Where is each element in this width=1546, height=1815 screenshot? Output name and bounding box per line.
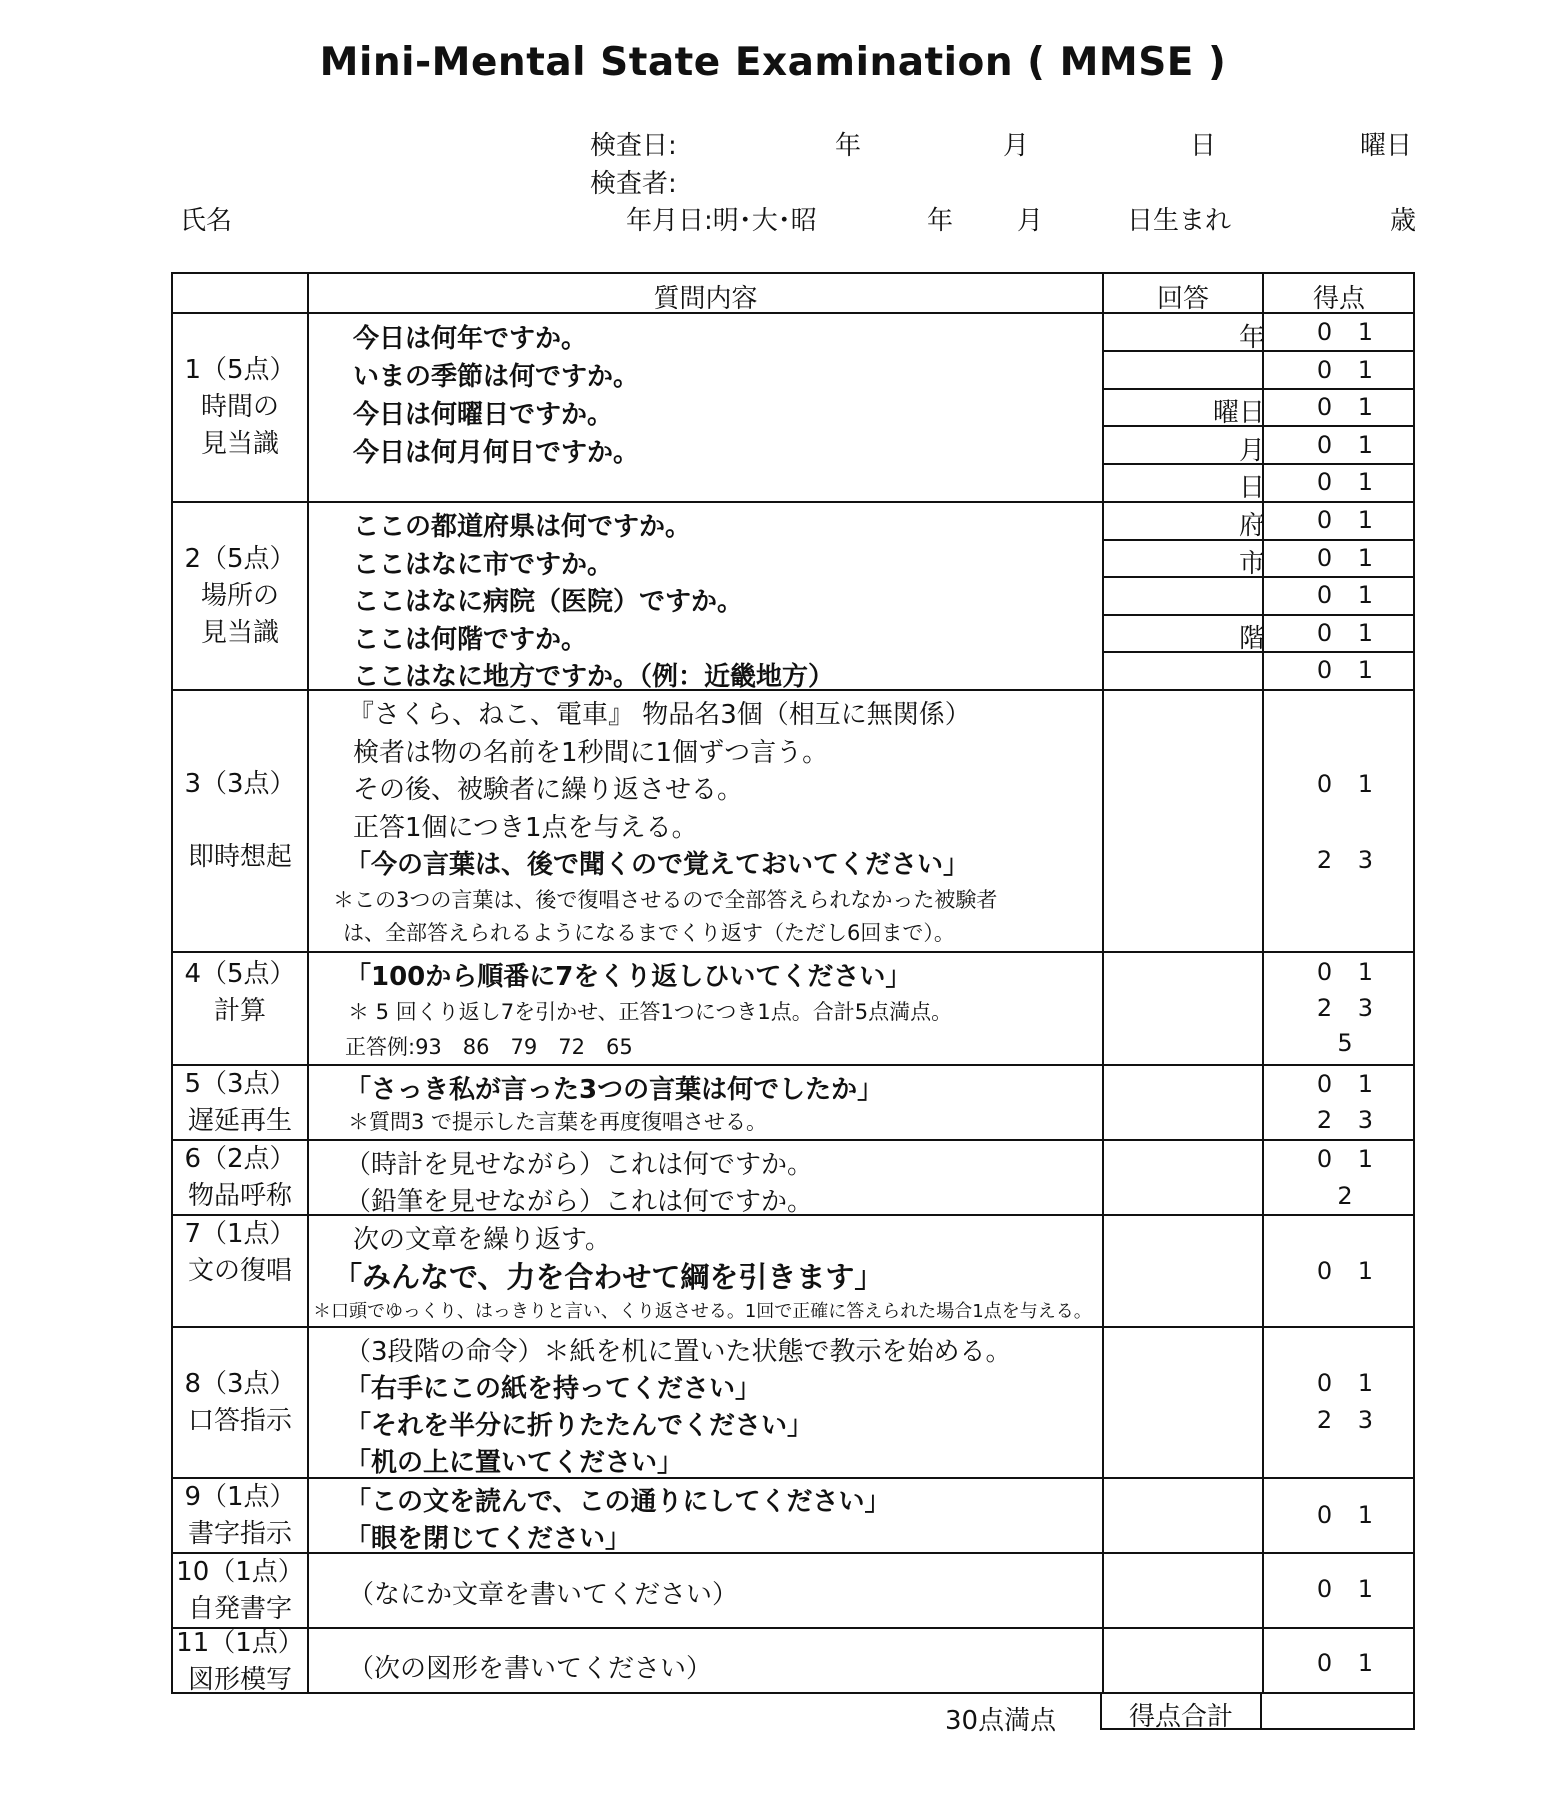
row-divider — [1102, 388, 1413, 390]
name-label: 氏名 — [180, 206, 233, 236]
score-option[interactable]: 0 1 — [1316, 431, 1374, 459]
score-option[interactable]: 0 1 — [1316, 318, 1374, 346]
col-divider — [1102, 274, 1104, 1692]
score-option[interactable]: 0 1 — [1316, 1369, 1374, 1397]
score-option[interactable]: 0 1 — [1316, 1575, 1374, 1603]
total-score-label: 得点合計 — [1128, 1702, 1233, 1732]
question-text: ここはなに地方ですか。（例：近畿地方） — [353, 662, 835, 692]
total-score-field[interactable] — [1262, 1692, 1413, 1728]
question-text: （次の図形を書いてください） — [348, 1654, 713, 1684]
birth-month: 月 — [1017, 206, 1044, 236]
question-text: 検者は物の名前を1秒間に1個ずつ言う。 — [353, 738, 829, 768]
exam-date-year: 年 — [835, 131, 862, 161]
exam-date-label: 検査日: — [590, 131, 677, 161]
section-divider — [173, 1064, 1413, 1066]
question-text: 「この文を読んで、この通りにしてください」 — [345, 1487, 891, 1517]
score-option[interactable]: 0 1 — [1316, 770, 1374, 798]
question-text: 『さくら、ねこ、電車』 物品名3個（相互に無関係） — [348, 700, 971, 730]
question-text: （なにか文章を書いてください） — [348, 1580, 739, 1610]
col-divider — [307, 274, 309, 1692]
exam-date-weekday: 曜日 — [1360, 131, 1413, 161]
section-label: 8（3点） 口答指示 — [184, 1368, 296, 1436]
section-label: 2（5点） 場所の 見当識 — [184, 543, 296, 648]
header-divider — [173, 312, 1413, 314]
note-text: 正答例:93 86 79 72 65 — [345, 1035, 633, 1059]
mmse-table — [171, 272, 1415, 1694]
answer-unit: 市 — [1238, 549, 1265, 579]
score-option[interactable]: 0 1 — [1316, 1501, 1374, 1529]
score-option[interactable]: 2 3 — [1316, 846, 1374, 874]
question-text: （鉛筆を見せながら）これは何ですか。 — [345, 1187, 814, 1217]
section-divider — [173, 1627, 1413, 1629]
note-text: ＊質問3 で提示した言葉を再度復唱させる。 — [348, 1110, 768, 1134]
question-text: ここは何階ですか。 — [353, 625, 588, 655]
answer-unit: 日 — [1238, 473, 1265, 503]
answer-unit: 月 — [1238, 436, 1265, 466]
score-option[interactable]: 0 1 — [1316, 1649, 1374, 1677]
question-text: （時計を見せながら）これは何ですか。 — [345, 1150, 814, 1180]
score-option[interactable]: 0 1 — [1316, 1257, 1374, 1285]
answer-column-header: 回答 — [1156, 284, 1209, 314]
birth-day: 日生まれ — [1127, 206, 1232, 236]
score-option[interactable]: 2 3 — [1316, 1406, 1374, 1434]
age-label: 歳 — [1390, 206, 1417, 236]
answer-unit: 年 — [1238, 323, 1265, 353]
answer-unit: 府 — [1238, 511, 1265, 541]
question-text: ここの都道府県は何ですか。 — [353, 512, 692, 542]
question-text: 「右手にこの紙を持ってください」 — [345, 1374, 762, 1404]
question-text: 正答1個につき1点を与える。 — [353, 813, 698, 843]
section-label: 6（2点） 物品呼称 — [184, 1143, 296, 1211]
note-text: ＊口頭でゆっくり、はっきりと言い、くり返させる。1回で正確に答えられた場合1点を与える。 — [313, 1301, 1092, 1322]
section-divider — [173, 1139, 1413, 1141]
section-label: 9（1点） 書字指示 — [184, 1481, 296, 1549]
section-label: 3（3点） 即時想起 — [184, 769, 296, 872]
section-label: 5（3点） 遅延再生 — [184, 1068, 296, 1136]
score-option[interactable]: 0 1 — [1316, 393, 1374, 421]
question-text: 今日は何年ですか。 — [353, 324, 588, 354]
section-label: 7（1点） 文の復唱 — [184, 1219, 296, 1286]
question-text: 今日は何曜日ですか。 — [353, 400, 614, 430]
question-text: 「それを半分に折りたたんでください」 — [345, 1411, 814, 1441]
birth-label: 年月日:明･大･昭 — [626, 206, 817, 236]
note-text: は、全部答えられるようになるまでくり返す（ただし6回まで）。 — [343, 921, 955, 945]
question-text: 「机の上に置いてください」 — [345, 1448, 684, 1478]
question-text: 今日は何月何日ですか。 — [353, 438, 640, 468]
exam-date-day: 日 — [1190, 131, 1217, 161]
score-option[interactable]: 0 1 — [1316, 581, 1374, 609]
score-column-header: 得点 — [1312, 284, 1365, 314]
score-option[interactable]: 0 1 — [1316, 356, 1374, 384]
score-option[interactable]: 0 1 — [1316, 544, 1374, 572]
score-option[interactable]: 0 1 — [1316, 1070, 1374, 1098]
score-option[interactable]: 2 3 — [1316, 1106, 1374, 1134]
note-text: ＊ 5 回くり返し7を引かせ、正答1つにつき1点。合計5点満点。 — [348, 1000, 953, 1024]
row-divider — [1102, 614, 1413, 616]
answer-unit: 曜日 — [1212, 398, 1265, 428]
score-option[interactable]: 0 1 — [1316, 1145, 1374, 1173]
section-label: 11（1点） 図形模写 — [176, 1627, 304, 1695]
question-text: ここはなに市ですか。 — [353, 550, 614, 580]
question-text: 「さっき私が言った3つの言葉は何でしたか」 — [345, 1075, 884, 1105]
examiner-label: 検査者: — [590, 169, 677, 199]
score-option[interactable]: 0 1 — [1316, 506, 1374, 534]
score-option[interactable]: 0 1 — [1316, 619, 1374, 647]
score-option[interactable]: 0 1 — [1316, 958, 1374, 986]
question-text: ここはなに病院（医院）ですか。 — [353, 587, 744, 617]
question-text: 「今の言葉は、後で聞くので覚えておいてください」 — [345, 850, 970, 880]
section-label: 4（5点） 計算 — [184, 959, 296, 1026]
page-title: Mini-Mental State Examination ( MMSE ) — [319, 40, 1227, 85]
score-option[interactable]: 2 — [1337, 1182, 1353, 1210]
section-label: 1（5点） 時間の 見当識 — [184, 355, 296, 459]
note-text: ＊この3つの言葉は、後で復唱させるので全部答えられなかった被験者 — [333, 888, 998, 912]
total-score-box — [1100, 1692, 1415, 1730]
score-option[interactable]: 0 1 — [1316, 656, 1374, 684]
exam-date-month: 月 — [1003, 131, 1030, 161]
section-label: 10（1点） 自発書字 — [176, 1556, 304, 1624]
question-text: 「みんなで、力を合わせて綱を引きます」 — [333, 1260, 884, 1294]
question-text: （3段階の命令）＊紙を机に置いた状態で教示を始める。 — [345, 1337, 1012, 1367]
birth-year: 年 — [927, 206, 954, 236]
question-text: 次の文章を繰り返す。 — [353, 1225, 611, 1255]
score-option[interactable]: 2 3 — [1316, 994, 1374, 1022]
answer-unit: 階 — [1238, 624, 1265, 654]
max-score-label: 30点満点 — [945, 1706, 1057, 1736]
question-text: いまの季節は何ですか。 — [353, 362, 640, 392]
question-text: 「100から順番に7をくり返しひいてください」 — [345, 962, 912, 992]
section-divider — [173, 951, 1413, 953]
question-text: その後、被験者に繰り返させる。 — [353, 775, 744, 805]
question-text: 「眼を閉じてください」 — [345, 1524, 632, 1554]
score-option[interactable]: 5 — [1337, 1029, 1353, 1057]
question-column-header: 質問内容 — [653, 284, 758, 314]
section-divider — [173, 1326, 1413, 1328]
score-option[interactable]: 0 1 — [1316, 468, 1374, 496]
